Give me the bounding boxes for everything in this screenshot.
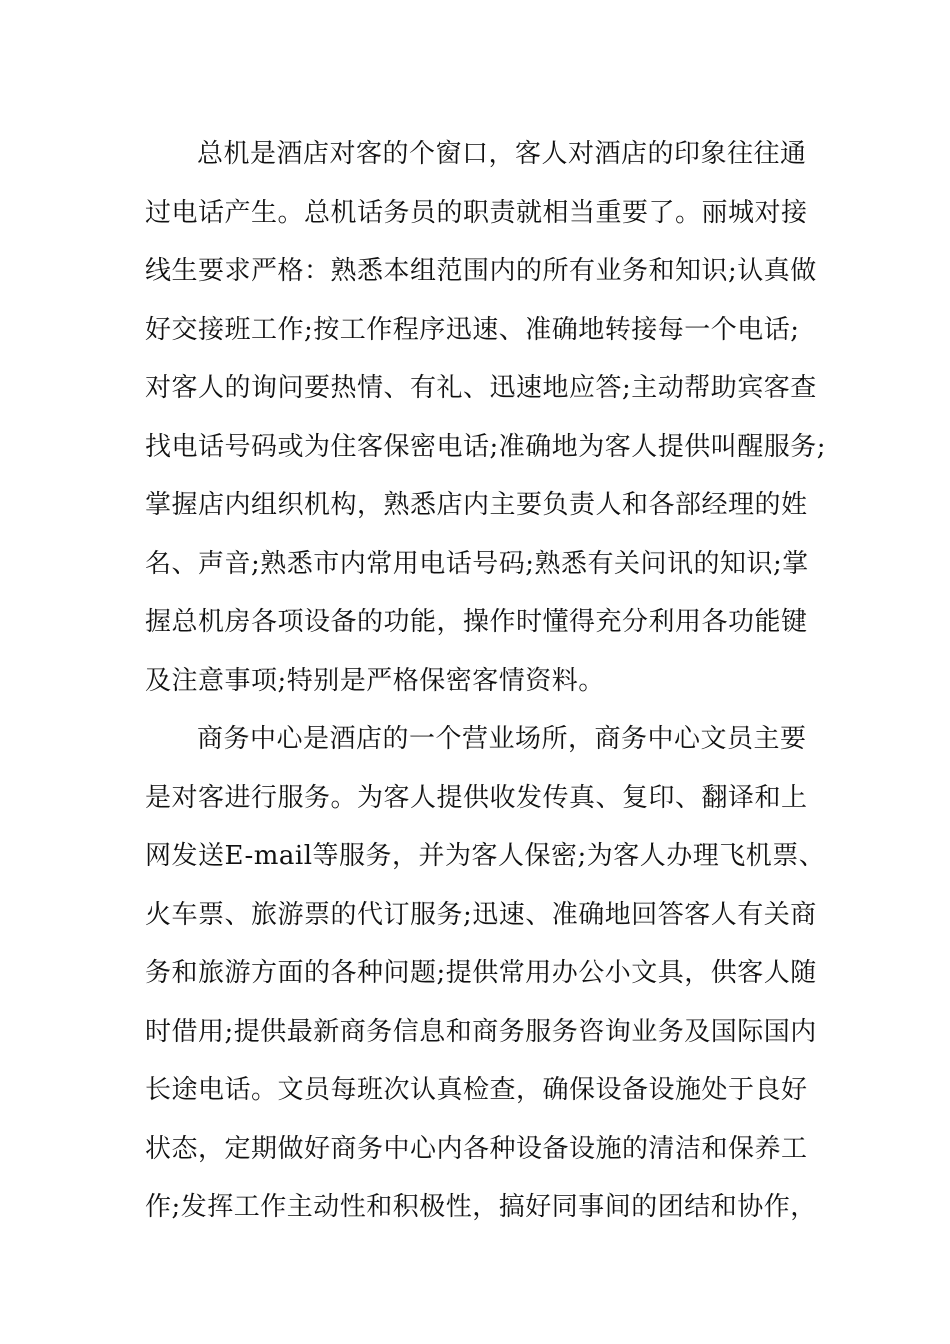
text-line: 线生要求严格：熟悉本组范围内的所有业务和知识;认真做 — [145, 256, 817, 286]
text-line: 火车票、旅游票的代订服务;迅速、准确地回答客人有关商 — [145, 899, 817, 930]
paragraph-switchboard — [145, 125, 835, 710]
text-line: 掌握店内组织机构，熟悉店内主要负责人和各部经理的姓 — [145, 490, 808, 520]
text-line: 找电话号码或为住客保密电话;准确地为客人提供叫醒服务; — [145, 431, 827, 462]
text-line: 及注意事项;特别是严格保密客情资料。 — [145, 665, 605, 696]
text-line: 对客人的询问要热情、有礼、迅速地应答;主动帮助宾客查 — [145, 373, 817, 403]
text-line: 好交接班工作;按工作程序迅速、准确地转接每一个电话; — [145, 314, 800, 345]
text-line: 务和旅游方面的各种问题;提供常用办公小文具，供客人随 — [145, 958, 817, 988]
text-line: 是对客进行服务。为客人提供收发传真、复印、翻译和上 — [145, 782, 808, 813]
body-text — [145, 125, 835, 1237]
text-line: 商务中心是酒店的一个营业场所，商务中心文员主要 — [197, 724, 807, 754]
text-line: 总机是酒店对客的个窗口，客人对酒店的印象往往通 — [197, 139, 807, 169]
text-line: 握总机房各项设备的功能，操作时懂得充分利用各功能键 — [145, 607, 808, 637]
text-line: 过电话产生。总机话务员的职责就相当重要了。丽城对接 — [145, 197, 808, 228]
text-line: 名、声音;熟悉市内常用电话号码;熟悉有关问讯的知识;掌 — [145, 548, 809, 579]
text-line: 长途电话。文员每班次认真检查，确保设备设施处于良好 — [145, 1075, 808, 1105]
text-line: 作;发挥工作主动性和积极性，搞好同事间的团结和协作， — [145, 1192, 817, 1222]
paragraph-business-center — [145, 710, 835, 1237]
text-line: 网发送E-mail等服务，并为客人保密;为客人办理飞机票、 — [145, 841, 826, 871]
text-line: 状态，定期做好商务中心内各种设备设施的清洁和保养工 — [145, 1133, 808, 1164]
text-line: 时借用;提供最新商务信息和商务服务咨询业务及国际国内 — [145, 1016, 817, 1047]
